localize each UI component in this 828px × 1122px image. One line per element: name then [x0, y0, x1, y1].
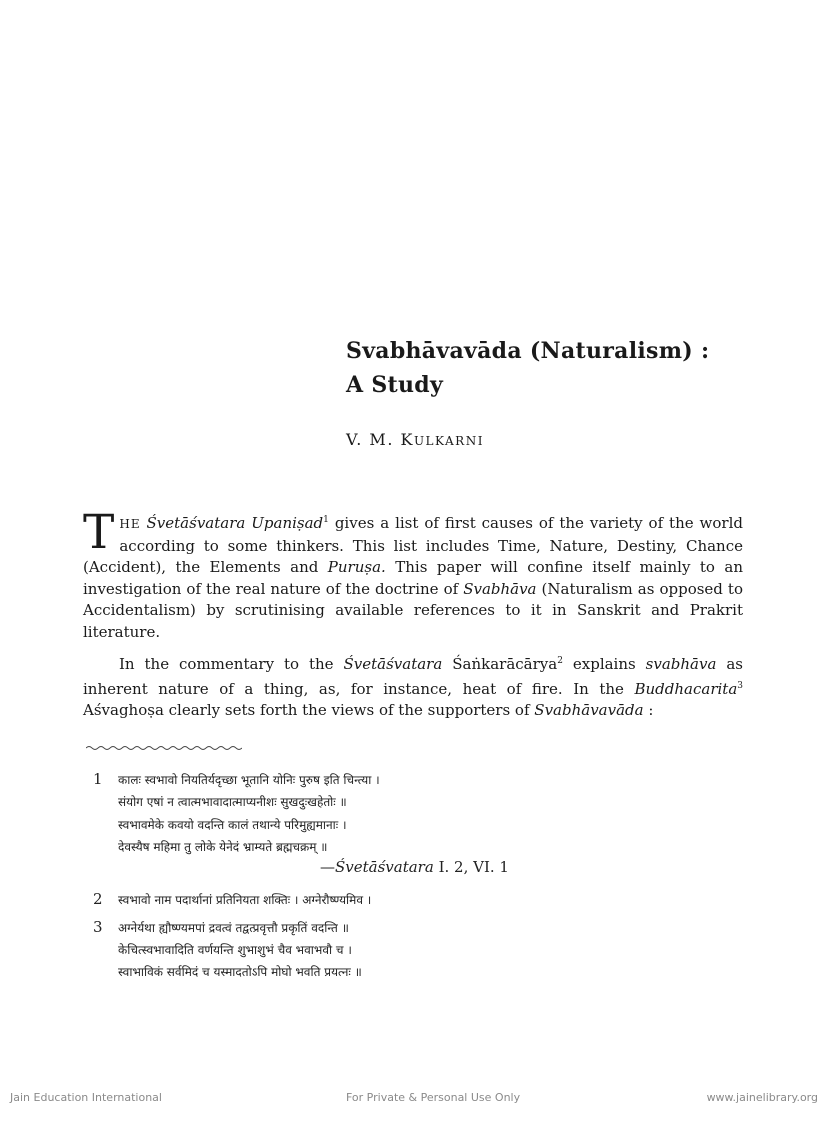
- footer-middle: For Private & Personal Use Only: [346, 1091, 521, 1104]
- author-surname-initial: K: [400, 430, 414, 449]
- work-buddhacarita: Buddhacarita: [634, 679, 738, 698]
- paragraph-1: [83, 505, 743, 643]
- paper-title: [346, 334, 786, 402]
- author-initials: V. M.: [346, 430, 401, 449]
- footnote-line: संयोग एषां न त्वात्मभावादात्माप्यनीशः सुखदुःखहेतोः ॥: [118, 795, 347, 809]
- footnote-source-dash: —: [320, 858, 335, 876]
- footer-left: Jain Education International: [10, 1091, 162, 1104]
- paragraph-2-text-f: :: [643, 701, 654, 719]
- author-surname-rest: ULKARNI: [413, 434, 484, 448]
- footnote-source: [320, 858, 509, 876]
- footnote-source-work: Śvetāśvatara: [335, 858, 434, 876]
- work-svetasvatara: Śvetāśvatara: [343, 655, 443, 673]
- footnote-ref-2: 2: [557, 656, 563, 666]
- footnote-line: अग्नेर्यथा ह्यौष्ण्यमपां द्रवत्वं तद्वत्प्रवृत्तौ प्रकृतिं वदन्ति ॥: [118, 921, 349, 935]
- term-svabhavavada: Svabhāvavāda: [534, 701, 644, 719]
- footnote-line: केचित्स्वभावादिति वर्णयन्ति शुभाशुभं चैव भवाभवौ च ।: [118, 943, 352, 957]
- paragraph-2: [83, 651, 743, 722]
- term-svabhava-lower: svabhāva: [645, 655, 717, 673]
- paragraph-2-text-d: as inherent nature of a thing, as, for instance, heat of fire. In the: [83, 655, 743, 698]
- footnote-number: 2: [93, 890, 103, 908]
- paragraph-2-text-e: Aśvaghoṣa clearly sets forth the views of the supporters of: [83, 701, 535, 719]
- author-name: [346, 430, 484, 449]
- footnote-ref-3: 3: [737, 680, 743, 691]
- paragraph-2-text-a: In the commentary to the: [119, 655, 344, 673]
- footnote-line: स्वभावमेके कवयो वदन्ति कालं तथान्ये परिमुह्यमानाः ।: [118, 818, 347, 832]
- footnote-source-ref: I. 2, VI. 1: [433, 858, 509, 876]
- paragraph-2-text-c: explains: [562, 655, 646, 673]
- footnote-number: 3: [93, 918, 103, 936]
- footnote-line: कालः स्वभावो नियतिर्यदृच्छा भूतानि योनिः पुरुष इति चिन्त्या ।: [118, 773, 380, 787]
- footnote-line: स्वाभाविकं सर्वमिदं च यस्मादतोऽपि मोघो भवति प्रयत्नः ॥: [118, 965, 362, 979]
- paragraph-1-text-a: gives a list of first causes of the variety of the world according to some thinkers. This list includes Time, Nature, Destiny, Chance (Accident), the Elements and: [83, 514, 743, 576]
- footnote-ref-1: 1: [323, 515, 329, 525]
- opening-smallcaps: HE: [119, 517, 141, 531]
- footnote-line: स्वभावो नाम पदार्थानां प्रतिनियता शक्तिः । अग्नेरौष्ण्यमिव ।: [118, 893, 372, 907]
- work-title: Śvetāśvatara Upaniṣad: [146, 514, 324, 532]
- drop-cap: T: [83, 505, 115, 560]
- paragraph-1-text-b: This paper will confine itself mainly to an investigation of the real nature of the doctrine of: [83, 558, 743, 598]
- term-purusa: Puruṣa.: [327, 558, 386, 576]
- footnote-number: 1: [93, 770, 103, 788]
- term-svabhava: Svabhāva: [463, 579, 537, 598]
- paragraph-1-text-c: (Naturalism as opposed to Accidentalism) by scrutinising available references to it in Sanskrit and Prakrit literature.: [83, 579, 743, 641]
- title-line-2: A Study: [346, 372, 444, 398]
- paragraph-2-text-b: Śaṅkarācārya: [442, 655, 558, 673]
- footer-right[interactable]: www.jainelibrary.org: [706, 1091, 818, 1104]
- footnote-line: देवस्यैष महिमा तु लोके येनेदं भ्राम्यते ब्रह्मचक्रम् ॥: [118, 840, 328, 854]
- title-line-1: Svabhāvavāda (Naturalism) :: [346, 338, 710, 364]
- footnote-separator: [86, 745, 242, 751]
